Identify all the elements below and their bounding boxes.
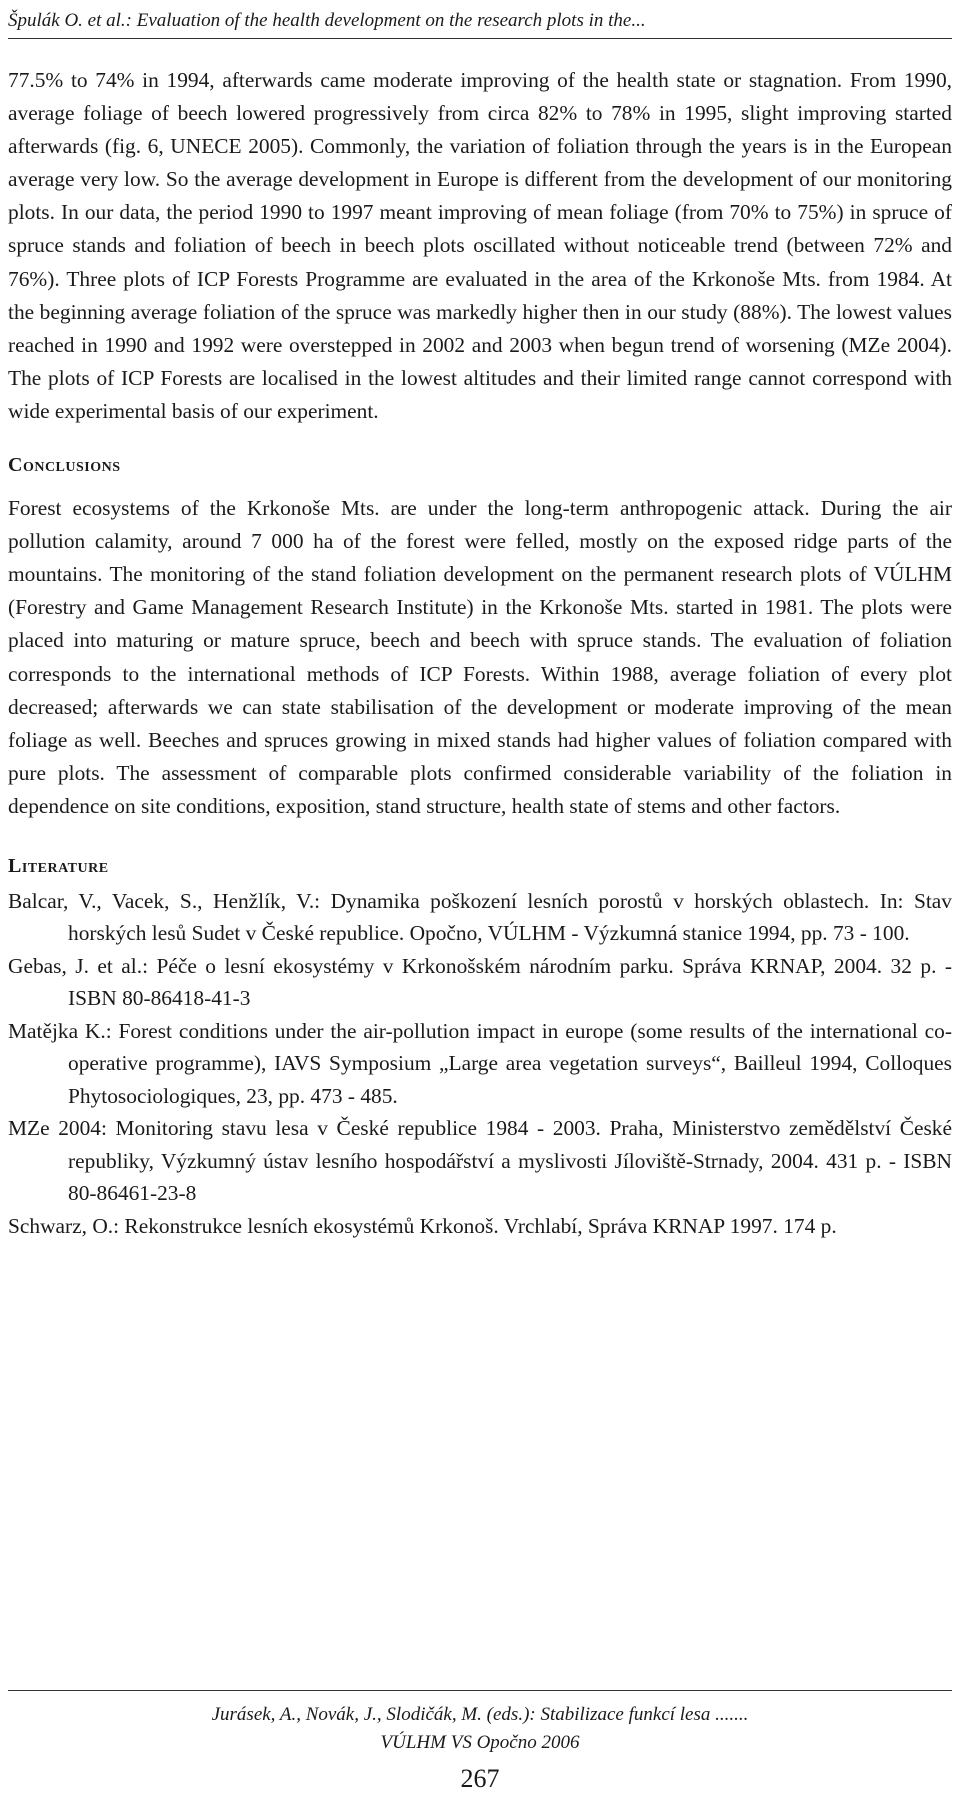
reference-item: Schwarz, O.: Rekonstrukce lesních ekosystémů Krkonoš. Vrchlabí, Správa KRNAP 1997. 174 p. (8, 1213, 837, 1238)
reference-list (8, 885, 952, 1243)
conclusions-heading: Conclusions (8, 454, 121, 477)
reference-item: Matějka K.: Forest conditions under the air-pollution impact in europe (some results of the international co-operative programme), IAVS Symposium „Large area vegetation surveys“, Bailleul 1994, Colloques Phytosociologiques, 23, pp. 473 - 485. (8, 1018, 952, 1108)
reference-item: Gebas, J. et al.: Péče o lesní ekosystémy v Krkonošském národním parku. Správa KRNAP, 2004. 32 p. - ISBN 80-86418-41-3 (8, 953, 952, 1011)
literature-heading: Literature (8, 854, 109, 877)
footer-publisher: VÚLHM VS Opočno 2006 (380, 1732, 580, 1753)
reference-item: Balcar, V., Vacek, S., Henžlík, V.: Dynamika poškození lesních porostů v horských oblastech. In: Stav horských lesů Sudet v České republice. Opočno, VÚLHM - Výzkumná stanice 1994, pp. 73 - 100. (8, 888, 952, 946)
discussion-paragraph: 77.5% to 74% in 1994, afterwards came moderate improving of the health state or stagnation. From 1990, average foliage of beech lowered progressively from circa 82% to 78% in 1995, slight improving started afterwards (fig. 6, UNECE 2005). Commonly, the variation of foliation through the years is in the European average very low. So the average development in Europe is different from the development of our monitoring plots. In our data, the period 1990 to 1997 meant improving of mean foliage (from 70% to 75%) in spruce of spruce stands and foliation of beech in beech plots oscillated without noticeable trend (between 72% and 76%). Three plots of ICP Forests Programme are evaluated in the area of the Krkonoše Mts. from 1984. At the beginning average foliation of the spruce was markedly higher then in our study (88%). The lowest values reached in 1990 and 1992 were overstepped in 2002 and 2003 when begun trend of worsening (MZe 2004). The plots of ICP Forests are localised in the lowest altitudes and their limited range cannot correspond with wide experimental basis of our experiment. (8, 68, 952, 423)
footer-citation: Jurásek, A., Novák, J., Slodičák, M. (eds.): Stabilizace funkcí lesa ....... (211, 1704, 749, 1725)
page-number: 267 (460, 1764, 500, 1793)
running-header: Špulák O. et al.: Evaluation of the health development on the research plots in the... (8, 8, 952, 39)
conclusions-paragraph: Forest ecosystems of the Krkonoše Mts. are under the long-term anthropogenic attack. During the air pollution calamity, around 7 000 ha of the forest were felled, mostly on the exposed ridge parts of the mountains. The monitoring of the stand foliation development on the permanent research plots of VÚLHM (Forestry and Game Management Research Institute) in the Krkonoše Mts. started in 1981. The plots were placed into maturing or mature spruce, beech and beech with spruce stands. The evaluation of foliation corresponds to the international methods of ICP Forests. Within 1988, average foliation of every plot decreased; afterwards we can state stabilisation of the development or moderate improving of the mean foliage as well. Beeches and spruces growing in mixed stands had higher values of foliation compared with pure plots. The assessment of comparable plots confirmed considerable variability of the foliation in dependence on site conditions, exposition, stand structure, health state of stems and other factors. (8, 496, 952, 818)
page-footer (8, 1690, 952, 1757)
reference-item: MZe 2004: Monitoring stavu lesa v České republice 1984 - 2003. Praha, Ministerstvo zemědělství České republiky, Výzkumný ústav lesního hospodářství a myslivosti Jíloviště-Strnady, 2004. 431 p. - ISBN 80-86461-23-8 (8, 1116, 952, 1206)
page-body (8, 64, 952, 1242)
